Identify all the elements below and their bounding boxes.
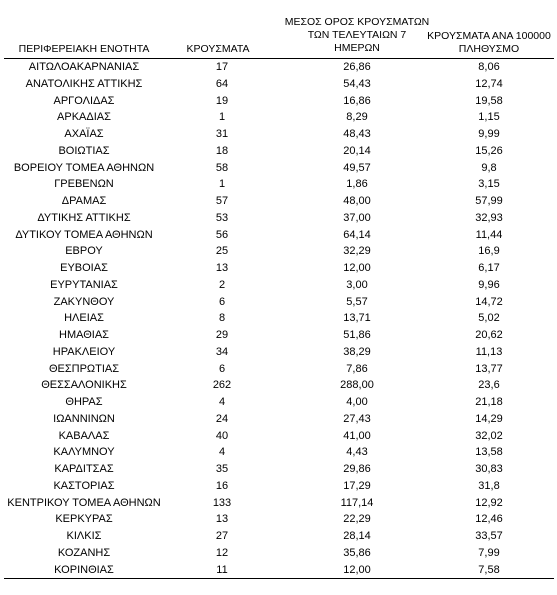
average-cell: 29,86: [343, 463, 371, 475]
cases-cell: 19: [215, 94, 229, 107]
table-row: [0, 327, 557, 344]
per-100000-cell: 14,29: [475, 412, 503, 425]
per-100000-cell: 20,62: [475, 329, 503, 341]
average-cell: 41,00: [343, 429, 371, 442]
region-cell: ΚΑΛΥΜΝΟΥ: [53, 446, 115, 459]
region-cell: ΚΙΛΚΙΣ: [66, 530, 102, 542]
region-cell: ΚΟΡΙΝΘΙΑΣ: [54, 563, 114, 576]
table-row: [0, 210, 557, 227]
average-cell: 28,14: [343, 530, 371, 542]
region-cell: ΗΛΕΙΑΣ: [64, 312, 104, 325]
table-row: [0, 411, 557, 428]
per-100000-cell: 12,74: [475, 77, 503, 90]
region-cell: ΔΥΤΙΚΟΥ ΤΟΜΕΑ ΑΘΗΝΩΝ: [15, 228, 153, 241]
average-cell: 1,86: [346, 178, 368, 191]
region-cell: ΒΟΙΩΤΙΑΣ: [58, 144, 110, 157]
per-100000-cell: 7,99: [478, 546, 500, 559]
cases-cell: 8: [218, 312, 226, 325]
region-cell: ΕΒΡΟΥ: [65, 245, 103, 258]
per-100000-cell: 12,46: [475, 513, 503, 526]
average-cell: 49,57: [343, 161, 371, 174]
per-100000-cell: 11,13: [475, 345, 503, 358]
average-cell: 37,00: [343, 211, 371, 224]
cases-cell: 13: [215, 513, 229, 526]
table-row: [0, 361, 557, 378]
average-cell: 32,29: [343, 245, 371, 258]
per-100000-cell: 3,15: [478, 178, 500, 191]
average-cell: 7,86: [346, 362, 368, 375]
header-avg-line-1: ΜΕΣΟΣ ΟΡΟΣ ΚΡΟΥΣΜΑΤΩΝ: [284, 16, 430, 28]
average-cell: 20,14: [343, 144, 371, 157]
average-cell: 3,00: [346, 278, 368, 291]
cases-cell: 31: [215, 128, 229, 140]
table-row: [0, 93, 557, 110]
table-row: [0, 511, 557, 528]
per-100000-cell: 31,8: [478, 479, 500, 492]
per-100000-cell: 33,57: [475, 530, 503, 542]
region-cell: ΑΙΤΩΛΟΑΚΑΡΝΑΝΙΑΣ: [28, 61, 140, 73]
average-cell: 64,14: [343, 228, 371, 241]
average-cell: 13,71: [343, 312, 371, 325]
per-100000-cell: 21,18: [475, 396, 503, 408]
average-cell: 48,43: [343, 128, 371, 140]
average-cell: 51,86: [343, 329, 371, 341]
table-row: [0, 377, 557, 394]
average-cell: 17,29: [343, 479, 371, 492]
region-cell: ΚΑΡΔΙΤΣΑΣ: [54, 463, 114, 475]
table-row: [0, 260, 557, 277]
per-100000-cell: 32,93: [475, 211, 503, 224]
header-avg-line-3: ΗΜΕΡΩΝ: [334, 42, 380, 54]
per-100000-cell: 1,15: [478, 111, 500, 124]
region-cell: ΒΟΡΕΙΟΥ ΤΟΜΕΑ ΑΘΗΝΩΝ: [13, 161, 155, 174]
per-100000-cell: 19,58: [475, 94, 503, 107]
table-row: [0, 545, 557, 562]
average-cell: 8,29: [346, 111, 368, 124]
cases-cell: 57: [215, 195, 229, 207]
table-row: [0, 344, 557, 361]
table-row: [0, 176, 557, 193]
per-100000-cell: 9,96: [478, 278, 500, 291]
average-cell: 38,29: [343, 345, 371, 358]
region-cell: ΘΕΣΣΑΛΟΝΙΚΗΣ: [41, 379, 127, 392]
region-cell: ΚΑΒΑΛΑΣ: [58, 429, 110, 442]
average-cell: 12,00: [343, 262, 371, 274]
average-cell: 16,86: [343, 94, 371, 107]
cases-cell: 1: [218, 178, 226, 191]
table-body: [0, 59, 557, 578]
cases-cell: 29: [215, 329, 229, 341]
region-cell: ΗΡΑΚΛΕΙΟΥ: [52, 345, 116, 358]
table-row: [0, 227, 557, 244]
per-100000-cell: 7,58: [478, 563, 500, 576]
table-row: [0, 428, 557, 445]
cases-cell: 40: [215, 429, 229, 442]
average-cell: 4,00: [346, 396, 368, 408]
average-cell: 4,43: [346, 446, 368, 459]
table-row: [0, 394, 557, 411]
table-row: [0, 160, 557, 177]
table-row: [0, 478, 557, 495]
average-cell: 5,57: [346, 295, 368, 308]
cases-cell: 17: [215, 61, 229, 73]
header-per-line-1: ΚΡΟΥΣΜΑΤΑ ΑΝΑ 100000: [427, 30, 551, 42]
per-100000-cell: 23,6: [478, 379, 500, 392]
region-cell: ΚΑΣΤΟΡΙΑΣ: [53, 479, 115, 492]
cases-cell: 35: [215, 463, 229, 475]
average-cell: 54,43: [343, 77, 371, 90]
average-cell: 48,00: [343, 195, 371, 207]
region-cell: ΚΕΡΚΥΡΑΣ: [55, 513, 113, 526]
average-cell: 26,86: [343, 61, 371, 73]
bottom-divider: [4, 578, 554, 579]
cases-cell: 2: [218, 278, 226, 291]
per-100000-cell: 5,02: [478, 312, 500, 325]
per-100000-cell: 13,77: [475, 362, 503, 375]
cases-cell: 58: [215, 161, 229, 174]
cases-cell: 56: [215, 228, 229, 241]
table-row: [0, 243, 557, 260]
table-row: [0, 495, 557, 512]
cases-cell: 24: [215, 412, 229, 425]
table-row: [0, 562, 557, 579]
per-100000-cell: 13,58: [475, 446, 503, 459]
header-per-line-2: ΠΛΗΘΥΣΜΟ: [458, 43, 520, 55]
region-cell: ΔΥΤΙΚΗΣ ΑΤΤΙΚΗΣ: [37, 211, 131, 224]
per-100000-cell: 32,02: [475, 429, 503, 442]
table-row: [0, 126, 557, 143]
cases-cell: 25: [215, 245, 229, 258]
region-cell: ΘΕΣΠΡΩΤΙΑΣ: [48, 362, 120, 375]
cases-cell: 64: [215, 77, 229, 90]
table-row: [0, 109, 557, 126]
per-100000-cell: 11,44: [475, 228, 503, 241]
cases-cell: 16: [215, 479, 229, 492]
region-cell: ΕΥΡΥΤΑΝΙΑΣ: [50, 278, 118, 291]
average-cell: 12,00: [343, 563, 371, 576]
table-row: [0, 277, 557, 294]
table-row: [0, 528, 557, 545]
header-per-100000: [424, 30, 554, 56]
region-cell: ΓΡΕΒΕΝΩΝ: [54, 178, 114, 191]
average-cell: 22,29: [343, 513, 371, 526]
cases-cell: 53: [215, 211, 229, 224]
header-cases: [178, 43, 258, 56]
average-cell: 288,00: [340, 379, 374, 392]
per-100000-cell: 57,99: [475, 195, 503, 207]
cases-cell: 6: [218, 362, 226, 375]
region-cell: ΖΑΚΥΝΘΟΥ: [53, 295, 115, 308]
cases-cell: 1: [218, 111, 226, 124]
average-cell: 117,14: [340, 496, 374, 509]
cases-cell: 11: [216, 563, 228, 576]
region-cell: ΑΡΚΑΔΙΑΣ: [57, 111, 111, 124]
region-cell: ΚΟΖΑΝΗΣ: [57, 546, 111, 559]
per-100000-cell: 15,26: [475, 144, 503, 157]
table-row: [0, 143, 557, 160]
cases-cell: 27: [215, 530, 229, 542]
table-row: [0, 444, 557, 461]
per-100000-cell: 9,8: [481, 161, 497, 174]
average-cell: 27,43: [343, 412, 371, 425]
average-cell: 35,86: [343, 546, 371, 559]
cases-cell: 262: [212, 379, 232, 392]
region-cell: ΑΡΓΟΛΙΔΑΣ: [53, 94, 115, 107]
per-100000-cell: 6,17: [478, 262, 500, 274]
per-100000-cell: 16,9: [478, 245, 500, 258]
cases-cell: 18: [215, 144, 229, 157]
header-region-label: ΠΕΡΙΦΕΡΕΙΑΚΗ ΕΝΟΤΗΤΑ: [18, 43, 150, 55]
table-row: [0, 461, 557, 478]
table-row: [0, 76, 557, 93]
per-100000-cell: 12,92: [475, 496, 503, 509]
cases-cell: 6: [218, 295, 226, 308]
region-cell: ΑΝΑΤΟΛΙΚΗΣ ΑΤΤΙΚΗΣ: [25, 77, 143, 90]
region-cell: ΚΕΝΤΡΙΚΟΥ ΤΟΜΕΑ ΑΘΗΝΩΝ: [7, 496, 161, 509]
per-100000-cell: 14,72: [475, 295, 503, 308]
header-avg-line-2: ΤΩΝ ΤΕΛΕΥΤΑΙΩΝ 7: [307, 29, 407, 41]
region-cell: ΗΜΑΘΙΑΣ: [59, 329, 109, 341]
cases-cell: 34: [215, 345, 229, 358]
table-row: [0, 294, 557, 311]
region-cell: ΙΩΑΝΝΙΝΩΝ: [53, 412, 115, 425]
region-cell: ΘΗΡΑΣ: [65, 396, 103, 408]
table-row: [0, 59, 557, 76]
cases-cell: 4: [218, 446, 226, 459]
table-row: [0, 193, 557, 210]
header-seven-day-average: [283, 16, 431, 55]
region-cell: ΑΧΑΪΑΣ: [64, 128, 104, 140]
header-cases-label: ΚΡΟΥΣΜΑΤΑ: [186, 43, 250, 55]
per-100000-cell: 30,83: [475, 463, 503, 475]
cases-cell: 12: [215, 546, 229, 559]
cases-cell: 13: [215, 262, 229, 274]
region-cell: ΔΡΑΜΑΣ: [61, 195, 107, 207]
region-cell: ΕΥΒΟΙΑΣ: [60, 262, 108, 274]
cases-cell: 4: [218, 396, 226, 408]
per-100000-cell: 8,06: [478, 61, 500, 73]
header-region: [4, 43, 164, 56]
per-100000-cell: 9,99: [478, 128, 500, 140]
cases-cell: 133: [212, 496, 232, 509]
table-row: [0, 310, 557, 327]
